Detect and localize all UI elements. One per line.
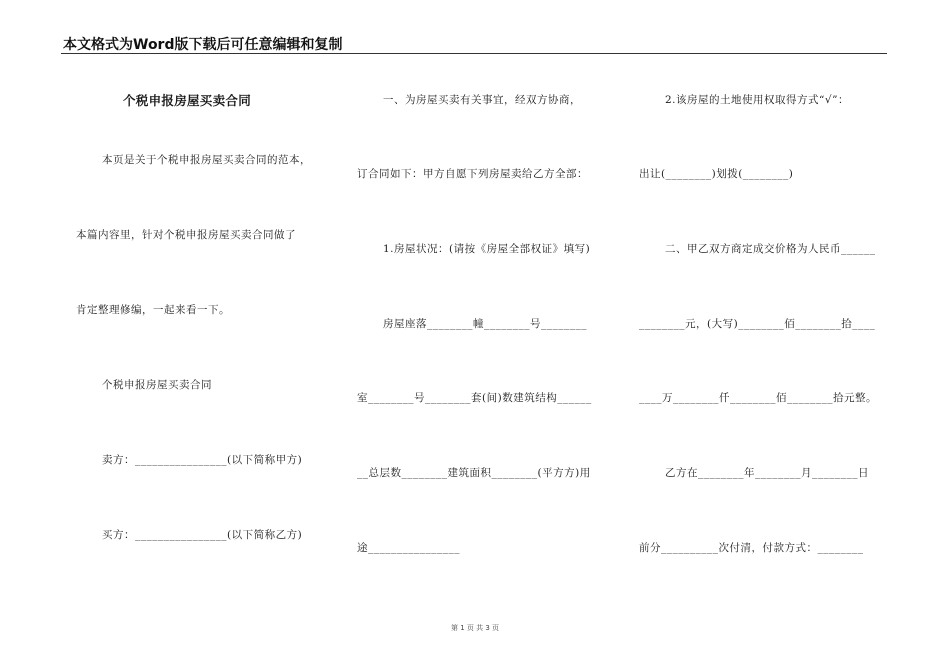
seller-line: 卖方：________________(以下简称甲方) xyxy=(102,454,303,466)
body-line: 个税申报房屋买卖合同 xyxy=(102,379,212,391)
body-line: 一、为房屋买卖有关事宜，经双方协商， xyxy=(383,94,581,106)
body-line: 1.房屋状况：(请按《房屋全部权证》填写) xyxy=(383,243,591,255)
contract-title: 个税申报房屋买卖合同 xyxy=(123,93,252,108)
body-line: 房屋座落________幢________号________ xyxy=(383,318,587,330)
document-banner: 本文格式为Word版下载后可任意编辑和复制 xyxy=(63,37,343,53)
body-line: 2.该房屋的土地使用权取得方式“√”： xyxy=(665,94,849,106)
middle-column xyxy=(357,0,607,672)
body-line: ____万________仟________佰________拾元整。 xyxy=(639,392,877,404)
body-line: 出让(________)划拨(________) xyxy=(639,168,794,180)
body-line: 二、甲乙双方商定成交价格为人民币______ xyxy=(665,243,876,255)
body-line: 途________________ xyxy=(357,542,460,554)
body-line: 前分__________次付清，付款方式：________ xyxy=(639,542,864,554)
buyer-line: 买方：________________(以下简称乙方) xyxy=(102,529,303,541)
body-line: ________元，(大写)________佰________拾____ xyxy=(639,318,876,330)
body-line: 订合同如下：甲方自愿下列房屋卖给乙方全部： xyxy=(357,168,588,180)
body-line: __总层数________建筑面积________(平方方)用 xyxy=(357,467,591,479)
body-line: 肯定整理修编，一起来看一下。 xyxy=(76,304,230,316)
body-line: 本页是关于个税申报房屋买卖合同的范本， xyxy=(102,154,311,166)
body-line: 乙方在________年________月________日 xyxy=(665,467,869,479)
right-column xyxy=(639,0,891,672)
body-line: 室________号________套(间)数建筑结构______ xyxy=(357,392,592,404)
body-line: 本篇内容里，针对个税申报房屋买卖合同做了 xyxy=(76,229,296,241)
left-column xyxy=(76,0,331,672)
page-number: 第 1 页 共 3 页 xyxy=(450,624,500,632)
